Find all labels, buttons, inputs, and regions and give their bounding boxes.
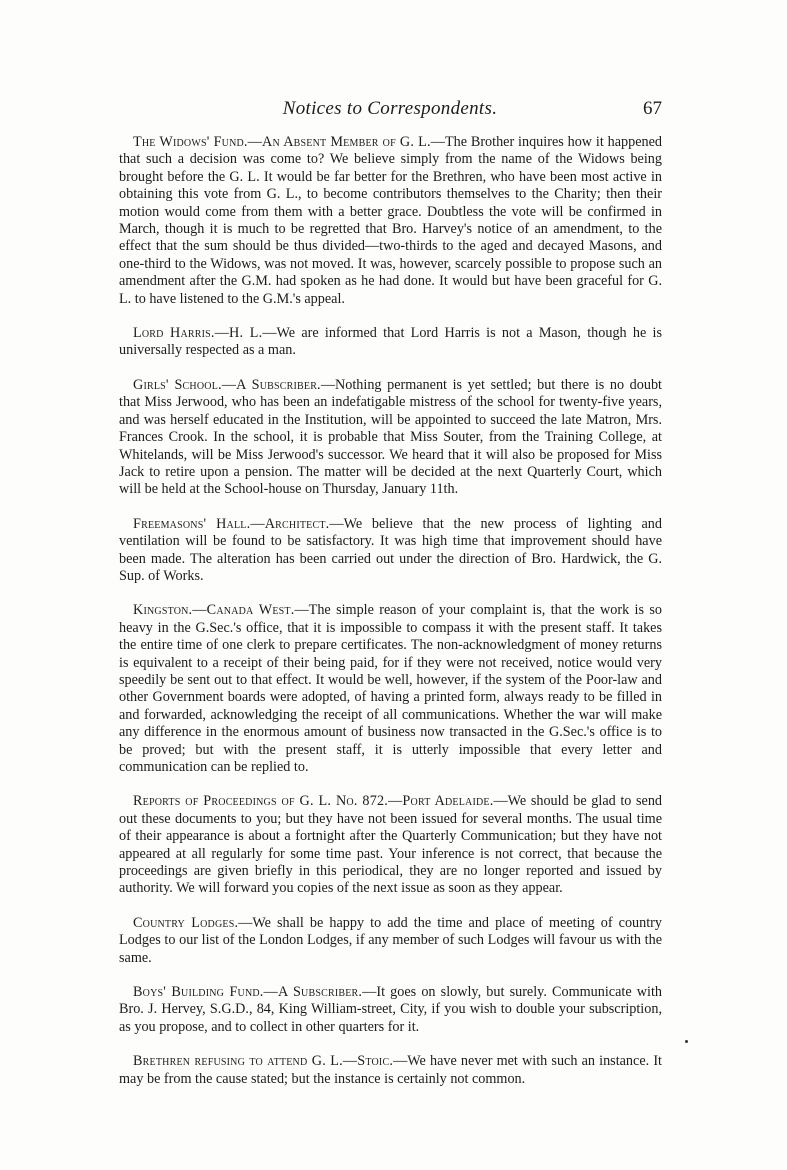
notice-text: —It goes on slowly, but surely. Communicate with Bro. J. Hervey, S.G.D., 84, King William-street, City, if you wish to double your subscription, as you propose, and to collect in other quarters for it. <box>119 984 663 1035</box>
notices-body <box>119 134 662 1105</box>
notice-lord-harris <box>119 325 662 360</box>
notice-heading: Reports of Proceedings of G. L. No. 872.—Port Adelaide. <box>133 793 494 810</box>
notice-text: —Nothing permanent is yet settled; but there is no doubt that Miss Jerwood, who has been an indefatigable mistress of the school for twenty-five years, and was herself educated in the Institution, will be appointed to succeed the late Matron, Mrs. Frances Crook. In the school, it is probable that Miss Souter, from the Training College, at Whitelands, will be Miss Jerwood's successor. We heard that it will also be proposed for Miss Jack to retire upon a pension. The matter will be decided at the next Quarterly Court, which will be held at the School-house on Thursday, January 11th. <box>119 376 662 498</box>
notice-text: —We believe that the new process of lighting and ventilation will be found to be satisfactory. It was high time that improvement should have been made. The alteration has been carried out under the direction of Bro. Hardwick, the G. Sup. of Works. <box>119 515 662 584</box>
notice-heading: Brethren refusing to attend G. L.—Stoic. <box>133 1053 394 1070</box>
notice-freemasons-hall <box>119 516 662 586</box>
notice-text: —We should be glad to send out these documents to you; but they have not been issued for several months. The usual time of their appearance is about a fortnight after the Quarterly Communication; but they have not appeared at all regularly for some time past. Your inference is not correct, that because the proceedings are given briefly in this periodical, they are no longer reported and issued by authority. We will forward you copies of the next issue as soon as they appear. <box>119 793 663 897</box>
notice-heading: Kingston.—Canada West. <box>133 602 295 619</box>
notice-reports-of-proceedings <box>119 793 662 897</box>
page-header <box>118 98 662 126</box>
notice-heading: Country Lodges. <box>133 914 239 931</box>
notice-text: —We have never met with such an instance. It may be from the cause stated; but the instance is certainly not common. <box>119 1053 662 1087</box>
notice-text: —We are informed that Lord Harris is not a Mason, though he is universally respected as a man. <box>119 325 662 359</box>
notice-country-lodges <box>119 915 662 967</box>
notice-text: —We shall be happy to add the time and place of meeting of country Lodges to our list of the London Lodges, if any member of such Lodges will favour us with the same. <box>119 914 663 966</box>
notice-heading: Freemasons' Hall.—Architect. <box>133 515 330 532</box>
notice-widows-fund <box>119 134 662 308</box>
notice-kingston <box>119 602 662 776</box>
notice-girls-school <box>119 377 662 499</box>
ink-speck <box>685 1040 688 1043</box>
notice-heading: Lord Harris.—H. L. <box>133 325 263 342</box>
running-head: Notices to Correspondents. <box>282 98 498 119</box>
notice-text: —The simple reason of your complaint is, that the work is so heavy in the G.Sec.'s office, that it is impossible to compass it with the present staff. It takes the entire time of one clerk to prepare certificates. The non-acknowledgment of money returns is equivalent to a receipt of their being paid, for if they were not received, notice would very speedily be sent out to that effect. It would be well, however, if the system of the Poor-law and other Government boards were adopted, of having a printed form, always ready to be filled in and forwarded, acknowledging the receipt of all communications. Whether the war will make any difference in the enormous amount of business now transacted in the G.Sec.'s office is to be proved; but with the present staff, it is utterly impossible that every letter and communication can be replied to. <box>119 602 662 775</box>
page-number: 67 <box>643 98 662 119</box>
notice-heading: Girls' School.—A Subscriber. <box>133 376 321 393</box>
notice-heading: Boys' Building Fund.—A Subscriber. <box>133 984 363 1001</box>
notice-boys-building-fund <box>119 984 662 1036</box>
notice-heading: The Widows' Fund.—An Absent Member of G. L. <box>133 134 431 150</box>
notice-text: —The Brother inquires how it happened that such a decision was come to? We believe simply from the name of the Widows being brought before the G. L. It would be far better for the Brethren, who have been most active in obtaining this vote from G. L., to become contributors themselves to the Charity; then their motion would come from them with a better grace. Doubtless the vote will be confirmed in March, though it is much to be regretted that Bro. Harvey's notice of an amendment, to the effect that the sum should be thus divided—two-thirds to the aged and decayed Masons, and one-third to the Widows, was not moved. It was, however, scarcely possible to propose such an amendment after the G.M. had spoken as he had done. It would but have been graceful for G. L. to have listened to the G.M.'s appeal. <box>119 134 662 307</box>
notice-brethren-refusing <box>119 1053 662 1088</box>
